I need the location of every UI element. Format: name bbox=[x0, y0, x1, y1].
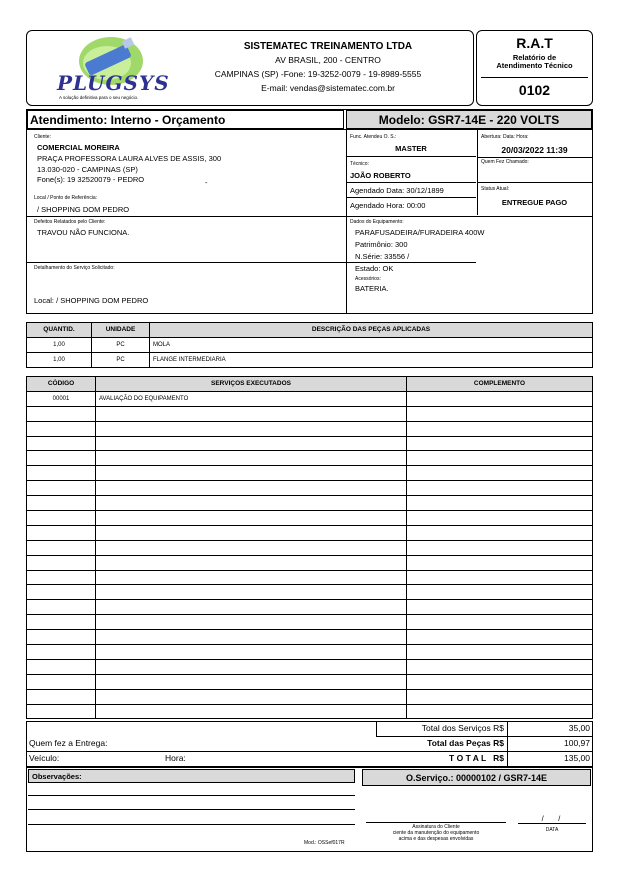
table-row bbox=[27, 630, 593, 645]
services-header-complement: COMPLEMENTO bbox=[407, 377, 593, 392]
services-header-desc: SERVIÇOS EXECUTADOS bbox=[96, 377, 407, 392]
logo-tagline: A solução definitiva para o seu negócio. bbox=[59, 95, 139, 100]
agendado-data: Agendado Data: 30/12/1899 bbox=[350, 186, 444, 195]
client-name: COMERCIAL MOREIRA bbox=[37, 143, 120, 152]
table-row bbox=[27, 421, 593, 436]
table-row: 1,00 PC MOLA bbox=[27, 337, 593, 352]
equipment-estado: Estado: OK bbox=[355, 264, 394, 273]
observacoes-label: Observações: bbox=[32, 772, 82, 781]
abertura-label: Abertura: Data: Hora: bbox=[481, 134, 529, 140]
acessorios-value: BATERIA. bbox=[355, 284, 389, 293]
company-address: AV BRASIL, 200 - CENTRO bbox=[275, 55, 381, 65]
defects-value: TRAVOU NÃO FUNCIONA. bbox=[37, 228, 130, 237]
func-value: MASTER bbox=[395, 144, 427, 153]
date-label: DATA bbox=[545, 827, 559, 833]
equipment-patrimonio: Patrimônio: 300 bbox=[355, 240, 408, 249]
total-servicos-value: 35,00 bbox=[568, 723, 590, 733]
services-header-row bbox=[27, 377, 593, 392]
signature-line-2: ciente da manutenção do equipamento bbox=[392, 830, 480, 836]
form-model: Mod.: OSSef017R bbox=[304, 840, 345, 846]
table-row bbox=[27, 615, 593, 630]
client-cep-city: 13.030-020 - CAMPINAS (SP) bbox=[37, 165, 138, 174]
table-row bbox=[27, 496, 593, 511]
func-label: Func. Atendeu O. S.: bbox=[350, 134, 397, 140]
client-address: PRAÇA PROFESSORA LAURA ALVES DE ASSIS, 300 bbox=[37, 154, 222, 163]
agendado-hora: Agendado Hora: 00:00 bbox=[350, 201, 426, 210]
table-row bbox=[27, 645, 593, 660]
defects-label: Defeitos Relatados pelo Cliente: bbox=[34, 219, 106, 225]
equipment-label: Dados do Equipamento: bbox=[350, 219, 404, 225]
modelo-text: Modelo: GSR7-14E - 220 VOLTS bbox=[378, 113, 560, 127]
table-row bbox=[27, 600, 593, 615]
quem-fez-label: Quem Fez Chamado: bbox=[481, 159, 529, 165]
table-row bbox=[27, 481, 593, 496]
rat-box bbox=[476, 30, 593, 106]
rat-number: 0102 bbox=[518, 82, 551, 98]
total-pecas-label: Total das Peças R$ bbox=[427, 738, 504, 748]
company-logo bbox=[55, 35, 170, 105]
parts-header-unit: UNIDADE bbox=[92, 323, 150, 338]
services-table bbox=[26, 376, 593, 719]
logo-text: PLUGSYS bbox=[57, 71, 170, 95]
rat-subtitle-1: Relatório de bbox=[512, 53, 557, 62]
client-dash: - bbox=[205, 178, 208, 187]
table-row bbox=[27, 451, 593, 466]
status-value: ENTREGUE PAGO bbox=[501, 198, 568, 207]
observacoes-header bbox=[28, 769, 355, 783]
table-row bbox=[27, 436, 593, 451]
table-row bbox=[27, 466, 593, 481]
company-city-phone: CAMPINAS (SP) -Fone: 19-3252-0079 - 19-8989-5555 bbox=[214, 69, 422, 79]
veiculo-label: Veículo: bbox=[29, 753, 60, 763]
services-header-code: CÓDIGO bbox=[27, 377, 96, 392]
signature-line-3: acima e das despesas envolvidas bbox=[398, 836, 474, 842]
parts-header-desc: DESCRIÇÃO DAS PEÇAS APLICADAS bbox=[150, 323, 593, 338]
modelo-bar bbox=[346, 110, 592, 129]
rat-subtitle-2: Atendimento Técnico bbox=[496, 61, 573, 70]
table-row bbox=[27, 704, 593, 719]
tecnico-value: JOÃO ROBERTO bbox=[350, 171, 411, 180]
table-row bbox=[27, 570, 593, 585]
equipment-serie: N.Série: 33556 / bbox=[355, 252, 410, 261]
local-label: Local / Ponto de Referência: bbox=[34, 195, 98, 201]
company-email: E-mail: vendas@sistematec.com.br bbox=[261, 83, 395, 93]
parts-header-row bbox=[27, 323, 593, 338]
parts-table bbox=[26, 322, 593, 368]
signature-line-1: Assinatura do Cliente bbox=[412, 824, 460, 830]
table-row bbox=[27, 689, 593, 704]
abertura-value: 20/03/2022 11:39 bbox=[501, 145, 568, 155]
tecnico-label: Técnico: bbox=[350, 161, 369, 167]
local-value: / SHOPPING DOM PEDRO bbox=[37, 205, 130, 214]
os-number: O.Serviço.: 00000102 / GSR7-14E bbox=[405, 773, 548, 783]
table-row bbox=[27, 659, 593, 674]
service-detail-label: Detalhamento do Serviço Solicitado: bbox=[34, 265, 115, 271]
client-phones: Fone(s): 19 32520079 - PEDRO bbox=[37, 175, 145, 184]
company-info bbox=[199, 40, 457, 95]
table-row bbox=[27, 540, 593, 555]
table-row bbox=[27, 525, 593, 540]
total-label: T O T A L R$ bbox=[449, 753, 504, 763]
date-slashes: / / bbox=[541, 814, 561, 823]
company-header-box bbox=[26, 30, 474, 106]
hora-label: Hora: bbox=[165, 753, 186, 763]
client-label: Cliente: bbox=[34, 134, 51, 140]
atendimento-type: Atendimento: Interno - Orçamento bbox=[30, 113, 226, 127]
table-row bbox=[27, 674, 593, 689]
equipment-name: PARAFUSADEIRA/FURADEIRA 400W bbox=[355, 228, 485, 237]
quem-fez-entrega: Quem fez a Entrega: bbox=[29, 738, 108, 748]
total-servicos-label: Total dos Serviços R$ bbox=[421, 723, 504, 733]
table-row: 1,00 PC FLANGE INTERMEDIARIA bbox=[27, 352, 593, 367]
table-row bbox=[27, 585, 593, 600]
company-name: SISTEMATEC TREINAMENTO LTDA bbox=[243, 41, 413, 52]
total-value: 135,00 bbox=[564, 753, 590, 763]
rat-title: R.A.T bbox=[516, 35, 553, 51]
table-row bbox=[27, 511, 593, 526]
os-number-header bbox=[362, 769, 591, 786]
atendimento-bar bbox=[27, 110, 344, 129]
status-label: Status Atual: bbox=[481, 186, 510, 192]
service-detail-local: Local: / SHOPPING DOM PEDRO bbox=[34, 296, 149, 305]
table-row: 00001 AVALIAÇÃO DO EQUIPAMENTO bbox=[27, 391, 593, 406]
table-row bbox=[27, 555, 593, 570]
total-pecas-value: 100,97 bbox=[564, 738, 590, 748]
acessorios-label: Acessórios: bbox=[355, 276, 381, 282]
table-row bbox=[27, 406, 593, 421]
parts-header-qty: QUANTID. bbox=[27, 323, 92, 338]
